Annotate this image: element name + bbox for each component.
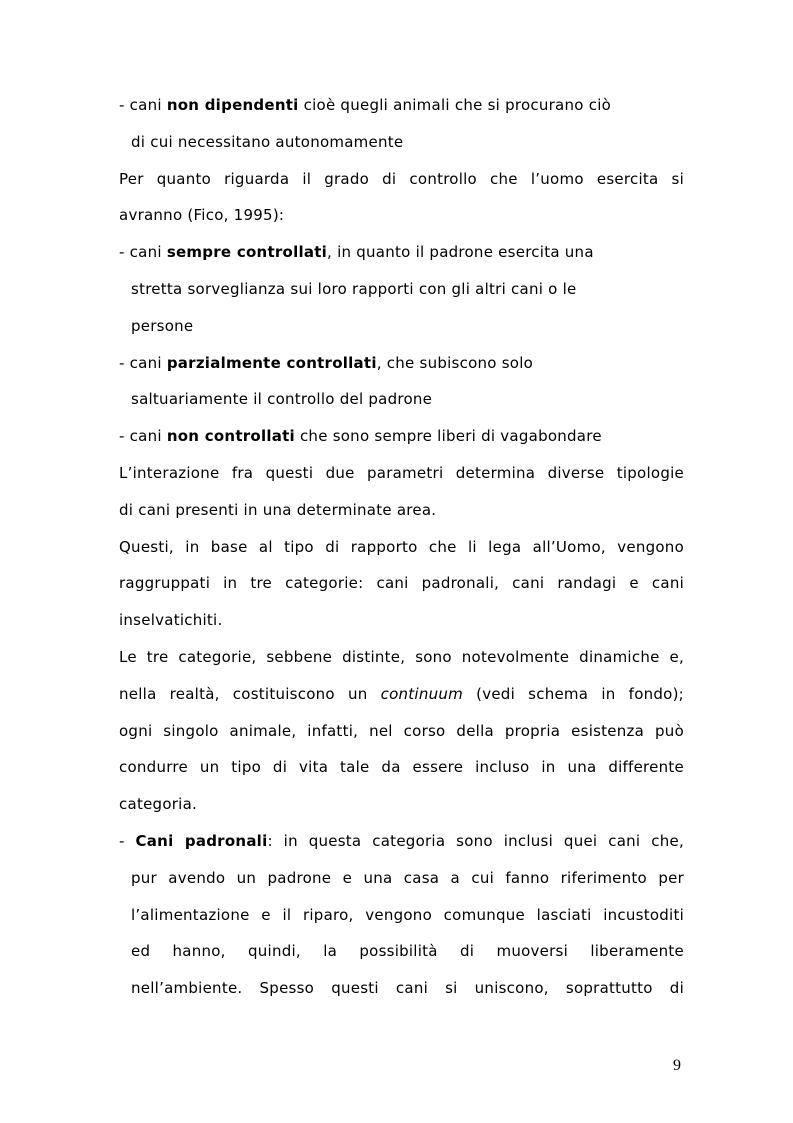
text-run: che sono sempre liberi di vagabondare <box>294 427 602 446</box>
text-line: saltuariamente il controllo del padrone <box>131 390 433 409</box>
body-text <box>119 94 684 1014</box>
text-line: inselvatichiti. <box>119 611 223 630</box>
text-run: - cani <box>119 96 167 114</box>
text-line: nell’ambiente. Spesso questi cani si uniscono, soprattutto di <box>131 979 684 998</box>
text-line: ed hanno, quindi, la possibilità di muoversi liberamente <box>131 942 684 961</box>
text-line: Per quanto riguarda il grado di controllo che l’uomo esercita si <box>119 169 684 188</box>
bold-term: Cani padronali <box>135 831 268 850</box>
text-line: stretta sorveglianza sui loro rapporti con gli altri cani o le <box>131 279 577 298</box>
text-line: pur avendo un padrone e una casa a cui fanno riferimento per <box>131 868 684 887</box>
text-line: di cui necessitano autonomamente <box>131 132 404 151</box>
text-line: raggruppati in tre categorie: cani padronali, cani randagi e cani <box>119 574 684 593</box>
list-item <box>119 94 684 131</box>
bold-term: sempre controllati <box>166 243 328 262</box>
text-line: Questi, in base al tipo di rapporto che li lega all’Uomo, vengono <box>119 537 684 556</box>
text-run: - cani <box>119 353 167 372</box>
text-line: Le tre categorie, sebbene distinte, sono notevolmente dinamiche e, <box>119 647 684 666</box>
text-line: ogni singolo animale, infatti, nel corso della propria esistenza può <box>119 721 684 740</box>
text-run: , che subiscono solo <box>376 353 534 372</box>
text-line <box>119 683 684 720</box>
text-run: - <box>119 831 136 850</box>
text-line: persone <box>131 316 194 335</box>
italic-term: continuum <box>380 684 463 703</box>
text-line: condurre un tipo di vita tale da essere incluso in una differente <box>119 758 684 777</box>
text-run: - cani <box>119 243 167 262</box>
list-item <box>119 830 684 867</box>
bold-term: parzialmente controllati <box>166 353 377 372</box>
text-run: , in quanto il padrone esercita una <box>327 243 594 262</box>
list-item <box>119 241 684 278</box>
text-run: (vedi schema in fondo); <box>462 684 684 703</box>
text-line: di cani presenti in una determinate area. <box>119 500 437 519</box>
text-line: avranno (Fico, 1995): <box>119 206 285 225</box>
text-run: nella realtà, costituiscono un <box>119 684 381 703</box>
bold-term: non controllati <box>166 427 295 446</box>
list-item <box>119 425 684 462</box>
text-run: - cani <box>119 427 167 446</box>
text-line: categoria. <box>119 795 198 814</box>
text-run: : in questa categoria sono inclusi quei cani che, <box>267 831 684 850</box>
text-line: l’alimentazione e il riparo, vengono comunque lasciati incustoditi <box>131 905 684 924</box>
bold-term: non dipendenti <box>166 96 299 114</box>
list-item <box>119 352 684 389</box>
page-number: 9 <box>673 1057 681 1074</box>
text-line: L’interazione fra questi due parametri determina diverse tipologie <box>119 463 684 482</box>
text-run: cioè quegli animali che si procurano ciò <box>298 96 612 114</box>
